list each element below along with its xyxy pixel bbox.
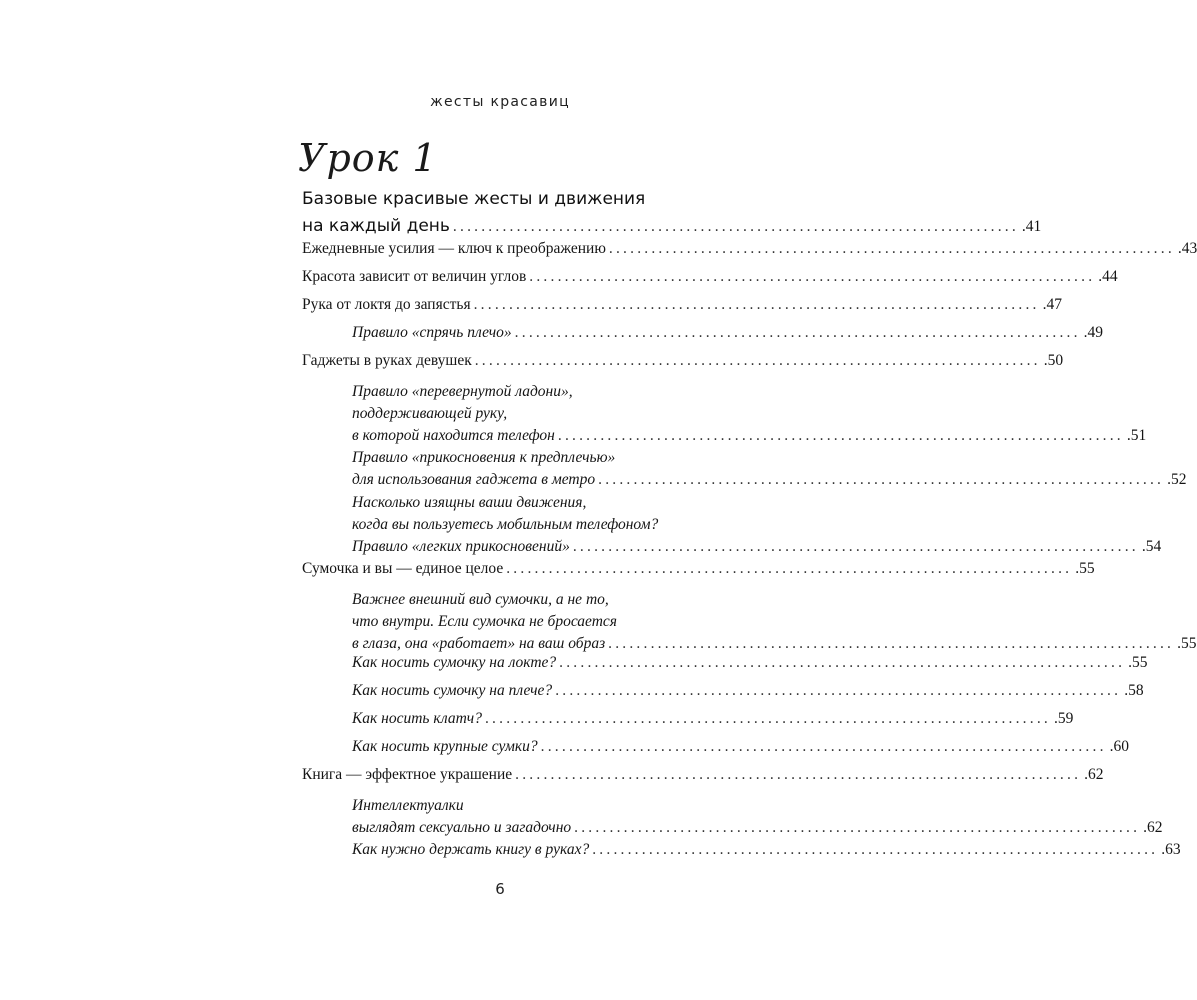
leader-dots: ................................................................................ — [608, 635, 1175, 652]
page-number: .51 — [1126, 427, 1147, 444]
leader-dots: ................................................................................ — [555, 682, 1122, 699]
toc-subentry — [352, 492, 1162, 558]
toc-subentry — [352, 680, 1144, 702]
toc-entry-title: Как носить крупные сумки? — [352, 738, 538, 755]
toc-entry-line: Насколько изящны ваши движения, — [352, 494, 587, 511]
toc-entry-title: Как носить сумочку на локте? — [352, 654, 557, 671]
page-number: .50 — [1043, 352, 1064, 369]
toc-entry — [302, 266, 1118, 288]
toc-subentry — [352, 589, 1197, 655]
leader-dots: ................................................................................ — [473, 296, 1040, 313]
toc-entry-last-line — [302, 764, 1104, 786]
toc-entry-title: в глаза, она «работает» на ваш образ — [352, 635, 606, 652]
toc-entry-last-line — [302, 350, 1064, 372]
toc-entry-last-line — [352, 425, 1147, 447]
toc-entry-last-line — [352, 708, 1074, 730]
toc-entry-last-line — [352, 652, 1148, 674]
toc-entry-last-line — [352, 817, 1163, 839]
toc-entry-title: Как носить клатч? — [352, 710, 482, 727]
page-number: .43 — [1177, 240, 1197, 257]
page-number: .55 — [1177, 635, 1197, 652]
toc-entry-line: Важнее внешний вид сумочки, а не то, — [352, 591, 609, 608]
toc-subentry — [352, 795, 1163, 839]
running-head: жесты красавиц — [430, 94, 570, 110]
leader-dots: ................................................................................ — [598, 471, 1165, 488]
leader-dots: ................................................................................ — [506, 560, 1073, 577]
toc-entry — [302, 294, 1062, 316]
page-number: .44 — [1098, 268, 1118, 285]
toc-entry-last-line — [352, 536, 1162, 558]
page-number: .59 — [1053, 710, 1074, 727]
page-number: .60 — [1109, 738, 1130, 755]
page-number: .54 — [1141, 538, 1162, 555]
toc-entry — [302, 238, 1197, 260]
leader-dots: ................................................................................ — [514, 324, 1081, 341]
page-number: .62 — [1143, 819, 1163, 836]
toc-entry-title: Красота зависит от величин углов — [302, 268, 527, 285]
toc-entry-title: выглядят сексуально и загадочно — [352, 819, 572, 836]
leader-dots: ................................................................................ — [557, 427, 1124, 444]
toc-entry-title: Книга — эффектное украшение — [302, 766, 513, 783]
leader-dots: ................................................................................ — [484, 710, 1051, 727]
toc-subentry — [352, 322, 1104, 344]
toc-entry-title: Гаджеты в руках девушек — [302, 352, 472, 369]
page-number: .58 — [1124, 682, 1144, 699]
chapter-title-last-line — [302, 213, 1042, 240]
toc-entry-last-line — [302, 238, 1197, 260]
toc-entry-title: Сумочка и вы — единое целое — [302, 560, 504, 577]
toc-entry-title: Как нужно держать книгу в руках? — [352, 841, 590, 858]
page-number: .62 — [1084, 766, 1104, 783]
leader-dots: ................................................................................ — [474, 352, 1041, 369]
toc-entry-last-line — [352, 469, 1187, 491]
leader-dots: ................................................................................ — [574, 819, 1141, 836]
page-number: .55 — [1075, 560, 1095, 577]
leader-dots: ................................................................................ — [608, 240, 1175, 257]
toc-entry-last-line — [302, 294, 1062, 316]
toc-entry-last-line — [302, 558, 1095, 580]
page-number: .41 — [1021, 218, 1042, 235]
page-number: .52 — [1167, 471, 1187, 488]
chapter-heading — [302, 186, 1042, 240]
chapter-title-text: на каждый день — [302, 216, 450, 236]
toc-entry-title: Ежедневные усилия — ключ к преображению — [302, 240, 606, 257]
page-number: .63 — [1161, 841, 1181, 858]
toc-entry — [302, 558, 1095, 580]
leader-dots: ................................................................................ — [529, 268, 1096, 285]
toc-entry-line: Правило «прикосновения к предплечью» — [352, 449, 616, 466]
toc-entry-last-line — [302, 266, 1118, 288]
toc-entry-line: Правило «перевернутой ладони», — [352, 383, 573, 400]
toc-entry-last-line — [352, 322, 1104, 344]
page-number: .47 — [1042, 296, 1062, 313]
leader-dots: ................................................................................ — [559, 654, 1126, 671]
toc-entry-title: Правило «спрячь плечо» — [352, 324, 512, 341]
toc-subentry — [352, 708, 1074, 730]
lesson-title: Урок 1 — [298, 136, 438, 180]
leader-dots: ................................................................................ — [515, 766, 1082, 783]
toc-entry-title: в которой находится телефон — [352, 427, 555, 444]
toc-subentry — [352, 839, 1181, 861]
toc-entry-last-line — [352, 680, 1144, 702]
leader-dots: ................................................................................ — [572, 538, 1139, 555]
toc-entry-title: Как носить сумочку на плече? — [352, 682, 553, 699]
leader-dots: ................................................................................ — [540, 738, 1107, 755]
toc-entry-line: когда вы пользуетесь мобильным телефоном? — [352, 516, 659, 533]
toc-subentry — [352, 447, 1187, 491]
toc-subentry — [352, 652, 1148, 674]
leader-dots: ................................................................................ — [592, 841, 1159, 858]
toc-entry-line: что внутри. Если сумочка не бросается — [352, 613, 617, 630]
toc-subentry — [352, 736, 1130, 758]
page-folio: 6 — [495, 880, 505, 898]
leader-dots: ................................................................................ — [452, 218, 1019, 235]
toc-entry-title: Правило «легких прикосновений» — [352, 538, 570, 555]
page-number: .49 — [1083, 324, 1104, 341]
toc-entry-line: Интеллектуалки — [352, 797, 464, 814]
toc-entry-line: поддерживающей руку, — [352, 405, 508, 422]
toc-entry-last-line — [352, 839, 1181, 861]
toc-entry-title: для использования гаджета в метро — [352, 471, 596, 488]
toc-subentry — [352, 381, 1147, 447]
chapter-title-line: Базовые красивые жесты и движения — [302, 189, 646, 209]
toc-entry-title: Рука от локтя до запястья — [302, 296, 471, 313]
toc-entry — [302, 350, 1064, 372]
toc-entry — [302, 764, 1104, 786]
toc-entry-last-line — [352, 736, 1130, 758]
page-number: .55 — [1128, 654, 1148, 671]
